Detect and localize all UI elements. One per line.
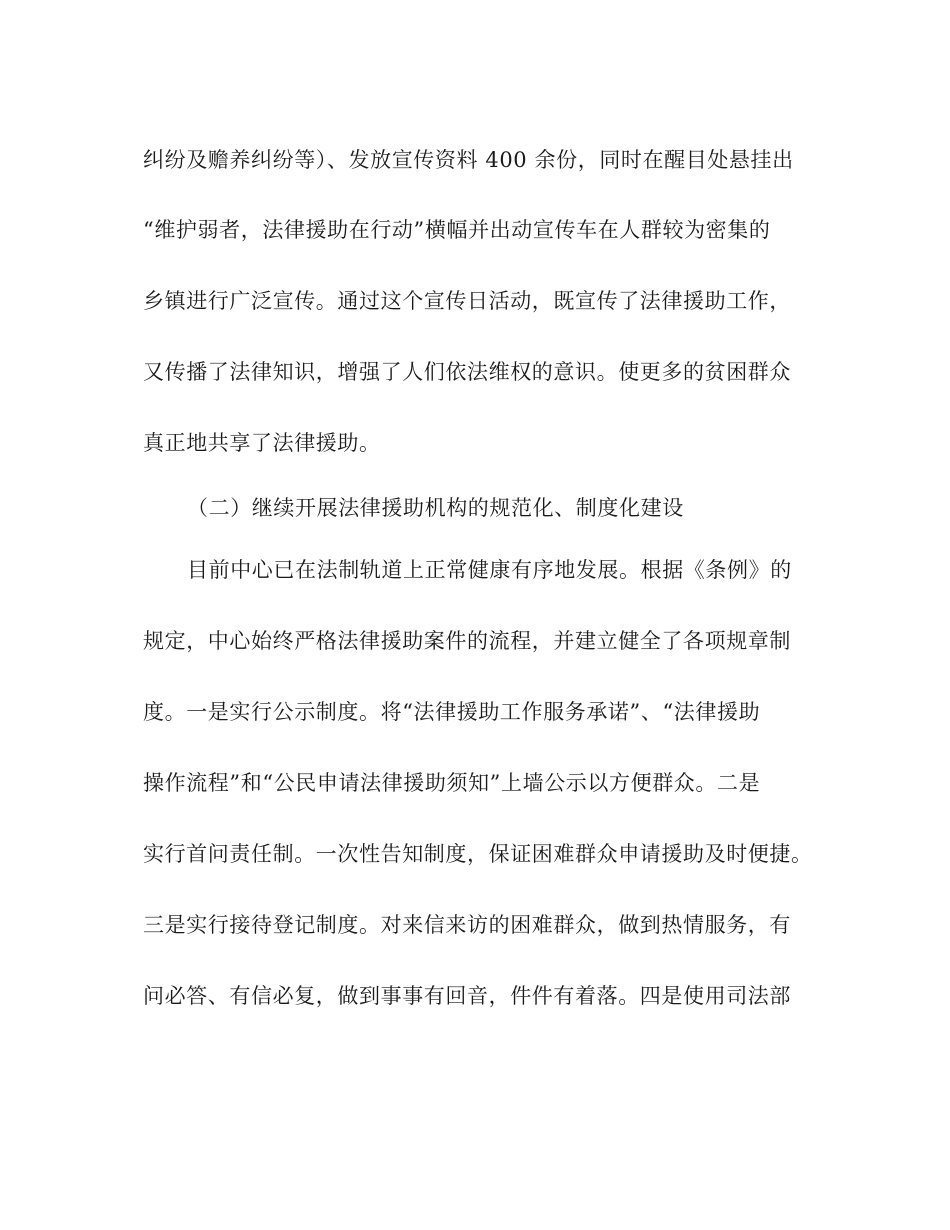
paragraph-line: 实行首问责任制。一次性告知制度，保证困难群众申请援助及时便捷。	[143, 842, 813, 866]
paragraph-line: 三是实行接待登记制度。对来信来访的困难群众，做到热情服务，有	[143, 913, 791, 937]
section-heading: （二）继续开展法律援助机构的规范化、制度化建设	[187, 496, 684, 520]
paragraph-line: 又传播了法律知识，增强了人们依法维权的意识。使更多的贫困群众	[143, 360, 791, 384]
paragraph-line: 纠纷及赡养纠纷等）、发放宣传资料 400 余份，同时在醒目处悬挂出	[143, 148, 794, 172]
paragraph-line: 问必答、有信必复，做到事事有回音，件件有着落。四是使用司法部	[143, 984, 791, 1008]
paragraph-line: 真正地共享了法律援助。	[143, 431, 381, 455]
paragraph-line: 规定，中心始终严格法律援助案件的流程，并建立健全了各项规章制	[143, 629, 791, 653]
paragraph-line: 乡镇进行广泛宣传。通过这个宣传日活动，既宣传了法律援助工作，	[143, 289, 791, 313]
paragraph-line: 操作流程”和“公民申请法律援助须知”上墙公示以方便群众。二是	[143, 771, 761, 795]
paragraph-line: 度。一是实行公示制度。将“法律援助工作服务承诺”、“法律援助	[143, 700, 761, 724]
paragraph-line: 目前中心已在法制轨道上正常健康有序地发展。根据《条例》的	[187, 558, 792, 582]
paragraph-line: “维护弱者，法律援助在行动”横幅并出动宣传车在人群较为密集的	[143, 218, 771, 242]
